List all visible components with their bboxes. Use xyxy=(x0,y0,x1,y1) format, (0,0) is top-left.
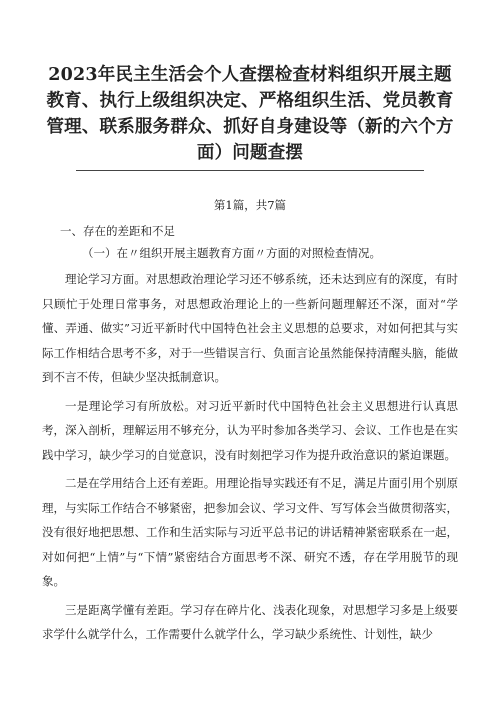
body-paragraph-second: 二是在学用结合上还有差距。用理论指导实践还有不足，满足片面引用个别原理，与实际工作结合不够紧密，把参加会议、学习文件、写写体会当做贯彻落实，没有很好地把思想、工作和生活实际与习近平总书记的讲话精神紧密联系在一起，对如何把“上情”与“下情”紧密结合方面思考不深、研究不透，存在学用脱节的现象。 xyxy=(42,476,458,588)
body-paragraph-first: 一是理论学习有所放松。对习近平新时代中国特色社会主义思想进行认真思考，深入剖析，理解运用不够充分，认为平时参加各类学习、会议、工作也是在实践中学习，缺少学习的自觉意识，没有时刻把学习作为提升政治意识的紧迫课题。 xyxy=(42,398,458,462)
page-indicator: 第1篇，共7篇 xyxy=(213,198,287,212)
body-paragraph-third: 三是距离学懂有差距。学习存在碎片化、浅表化现象，对思想学习多是上级要求学什么就学什么，工作需要什么就学什么，学习缺少系统性、计划性，缺少 xyxy=(42,602,458,641)
section-heading: 一、存在的差距和不足 xyxy=(60,224,175,238)
title-underline xyxy=(76,170,424,171)
document-title: 2023年民主生活会个人查摆检查材料组织开展主题教育、执行上级组织决定、严格组织生活、党员教育管理、联系服务群众、抓好自身建设等（新的六个方面）问题查摆 xyxy=(46,65,454,163)
subsection-heading: （一）在〃组织开展主题教育方面〃方面的对照检查情况。 xyxy=(82,246,381,260)
body-paragraph-theory: 理论学习方面。对思想政治理论学习还不够系统，还未达到应有的深度，有时只顾忙于处理日常事务，对思想政治理论上的一些新问题理解还不深，面对“学懂、弄通、做实”习近平新时代中国特色社会主义思想的总要求，对如何把其与实际工作相结合思考不多，对于一些错误言行、负面言论虽然能保持清醒头脑，能做到不言不传，但缺少坚决抵制意识。 xyxy=(42,272,458,384)
